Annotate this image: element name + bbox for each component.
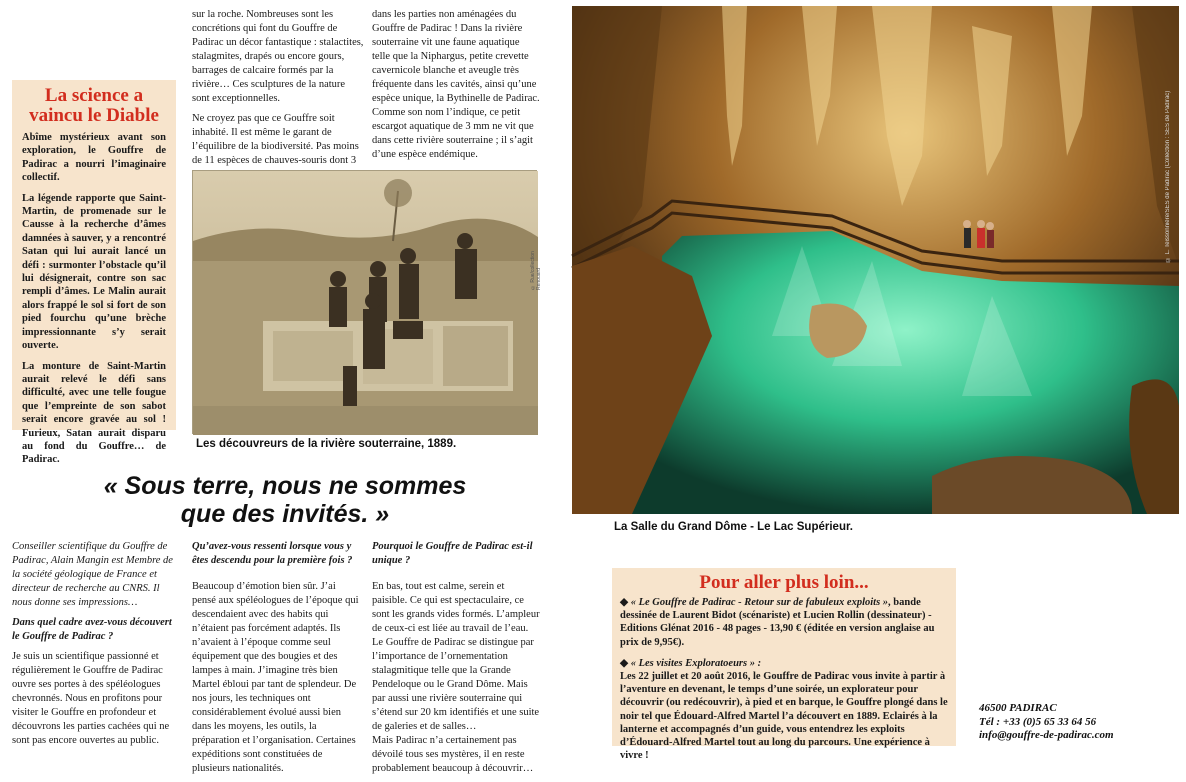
further-reading-title: Pour aller plus loin... (699, 572, 869, 593)
science-box-paragraph: La monture de Saint-Martin aurait relevé le défi sans difficulté, avec une telle fougue que l’empreinte de son sabot serait encore gravée au sol ! Furieux, Satan aurait disparu au fond du Gouffre… de Padirac. (22, 360, 166, 466)
visit-details: Les 22 juillet et 20 août 2016, le Gouffre de Padirac vous invite à partir à l’aventure en devenant, le temps d’une soirée, un explorateur pour découvrir (ou redécouvrir), à pied et en barque, le Gouffre plongé dans le noir tel que Édouard-Alfred Martel l’a découvert en 1889. Eclairés à la lanterne et accompagnés d’un guide, vous entendrez les exploits d’Édouard-Alfred Martel tout au long du parcours. Une expérience à vivre ! (620, 671, 948, 762)
email-address: info@gouffre-de-padirac.com (979, 729, 1114, 741)
interview-answer: Beaucoup d’émotion bien sûr. J’ai pensé aux spéléologues de l’époque qui descendaient avec des habits qui n’étaient pas forcément adaptés. Ils n’avaient à l’époque comme seul équipement que des bougies et des lampes à main. J’imagine très bien Martel ébloui par tant de splendeur. De nos jours, les techniques ont considérablement évolué aussi bien dans les moyens, les outils, la préparation et l’organisation. Certaines expéditions sont constituées de plusieurs nationalités. (192, 581, 359, 774)
interview-answer: En bas, tout est calme, serein et paisible. Ce qui est spectaculaire, ce sont les grands vides formés. L’ampleur de ceux-ci est liée au travail de l’eau. Le Gouffre de Padirac se distingue par l’importance de l’ornementation stalagmitique telle que la Grande Pendeloque ou le Grand Dôme. Mais par aussi une rivière souterraine qui s’étend sur 20 km identifiés et une suite de galeries et de salles… (372, 581, 540, 732)
interview-column-right (372, 540, 540, 782)
article-paragraph: sur la roche. Nombreuses sont les concrétions qui font du Gouffre de Padirac un décor fantastique : stalactites, stalagmites, drapés ou encore gours, barrages de calcaire formés par la rivière… Ces sculptures de la nature sont exceptionnelles. (192, 9, 364, 104)
interview-column-middle (192, 540, 362, 782)
article-column-top-middle (192, 8, 364, 188)
pull-quote-line: « Sous terre, nous ne sommes (103, 472, 467, 500)
cave-photo-illustration (572, 6, 1179, 514)
article-column-top-right (372, 8, 540, 168)
photo-credit: © Rue/collection Renouard (530, 251, 542, 290)
pull-quote-line: que des invités. » (180, 500, 390, 528)
science-box-title: La science a vaincu le Diable (29, 85, 159, 126)
interview-question: Qu’avez-vous ressenti lorsque vous y êtes descendu pour la première fois ? (192, 541, 353, 566)
bullet-icon: ◆ (620, 657, 631, 669)
further-reading-box (612, 568, 956, 762)
science-sidebar-box (12, 80, 176, 466)
photo-caption: La Salle du Grand Dôme - Le Lac Supérieur. (614, 521, 854, 533)
discoverers-photo (192, 170, 542, 434)
phone-number: Tél : +33 (0)5 65 33 64 56 (979, 715, 1097, 728)
science-box-paragraph: La légende rapporte que Saint-Martin, de promenade sur le Causse à la recherche d’âmes damnées à sauver, y a rencontré Satan qui lui aurait lancé un défi : surmonter l’obstacle qu’il lui désignerait, contre son sac rempli d’âmes. Le Malin aurait alors frappé le sol si fort de son pied fourchu qu’une brèche impressionnante s’y serait ouverte. (22, 192, 166, 352)
interview-question: Pourquoi le Gouffre de Padirac est-il unique ? (372, 541, 533, 566)
interview-answer: Mais Padirac n’a certainement pas dévoilé tous ses mystères, il en reste probablement beaucoup à découvrir… (372, 735, 534, 774)
interview-answer: Je suis un scientifique passionné et régulièrement le Gouffre de Padirac ouvre ses portes à des spéléologues chevronnés. Nous en profitons pour visiter le Gouffre en profondeur et découvrons les parties cachées qui ne sont pas encore ouvertes au public. (12, 651, 170, 746)
interview-question: Dans quel cadre avez-vous découvert le Gouffre de Padirac ? (12, 617, 172, 642)
article-paragraph: Ne croyez pas que ce Gouffre soit inhabité. Il est même le garant de l’équilibre de la biodiversité. Pas moins de 11 espèces de chauves-souris dont 3 (192, 113, 359, 166)
bullet-icon: ◆ (620, 597, 631, 608)
science-box-paragraph: Abîme mystérieux avant son exploration, le Gouffre de Padirac a nourri l’imaginaire collectif. (22, 132, 166, 184)
discoverers-photo-illustration (193, 171, 542, 435)
visit-title: « Les visites Exploratoeurs » : (630, 657, 762, 669)
interview-intro: Conseiller scientifique du Gouffre de Padirac, Alain Mangin est Membre de la société géologique de France et directeur de recherche au CNRS. Il nous donne ses impressions… (12, 541, 173, 608)
article-paragraph: dans les parties non aménagées du Gouffre de Padirac ! Dans la rivière souterraine vit une faune aquatique telle que la Niphargus, petite crevette cavernicole blanche et aveugle très fréquente dans les cavités, ainsi qu’une espèce unique, la Bythinelle de Padirac. Comme son nom l’indique, ce petit escargot aquatique de 3 mm ne vit que dans cette rivière souterraine ; il s’agit d’une espèce endémique. (372, 9, 540, 160)
grand-dome-cave-photo (572, 6, 1179, 514)
postcode: 46500 PADIRAC (979, 702, 1057, 714)
book-details: , bande dessinée de Laurent Bidot (scénariste) et Lucien Rollin (dessinateur) - Editions Glénat 2016 - 48 pages - 13,90 € (éditée en version anglaise au prix de 9,95€). (620, 597, 935, 648)
photo-credit: © L. Teissonnière/SES de Padirac (Collection : SES de Padirac) (1165, 90, 1171, 262)
photo-caption: Les découvreurs de la rivière souterraine, 1889. (196, 438, 457, 450)
interview-column-left (12, 540, 180, 754)
contact-address (979, 702, 1114, 743)
visit-recommendation (620, 657, 948, 763)
book-title: « Le Gouffre de Padirac - Retour sur de fabuleux exploits » (630, 597, 889, 608)
book-recommendation (620, 596, 948, 649)
pull-quote (80, 472, 490, 528)
